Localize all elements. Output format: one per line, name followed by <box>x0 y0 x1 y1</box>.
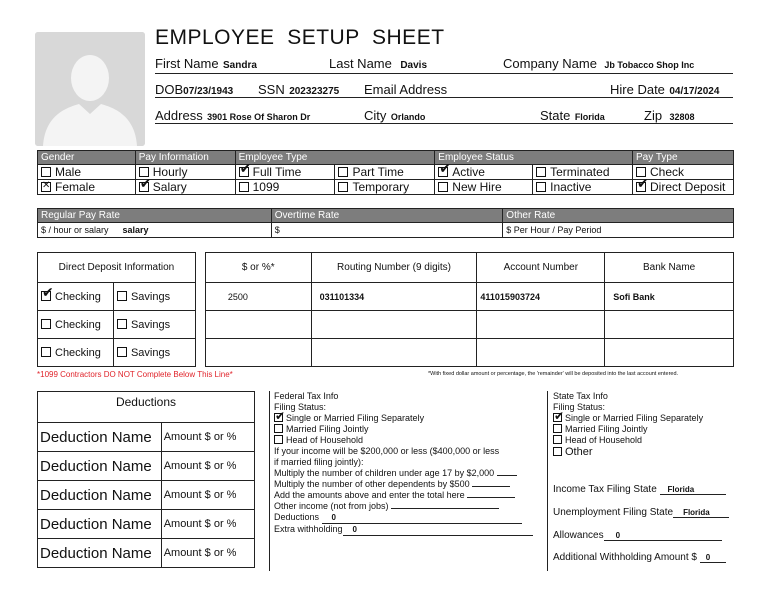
pay-information-header: Pay Information <box>135 151 235 165</box>
option-label: Inactive <box>550 180 592 194</box>
checkbox-state-single[interactable] <box>553 413 562 422</box>
deduction-amount-field[interactable] <box>161 510 254 539</box>
option-label: Temporary <box>352 180 410 194</box>
option-label: Other <box>565 446 593 458</box>
routing-value: 031101334 <box>319 291 365 302</box>
city-label: City <box>364 108 387 123</box>
other-income-label: Other income (not from jobs) <box>274 501 389 511</box>
option-label: Full Time <box>252 165 302 179</box>
state-tax-divider <box>547 391 548 571</box>
dependents-label: Multiply the number of other dependents by $500 <box>274 479 470 489</box>
additional-withholding-label: Additional Withholding Amount $ <box>553 552 697 563</box>
deduction-amount-field[interactable] <box>161 452 254 481</box>
account-field-3[interactable] <box>477 339 605 367</box>
email-label: Email Address <box>364 82 448 97</box>
checkbox-active[interactable] <box>438 167 448 177</box>
unemployment-state-value: Florida <box>673 508 729 518</box>
allowances-label: Allowances <box>553 530 604 541</box>
checking-label: Checking <box>55 346 101 359</box>
option-label: Single or Married Filing Separately <box>286 413 425 423</box>
hire-date-value: 04/17/2024 <box>669 86 720 97</box>
last-name-value: Davis <box>400 60 428 71</box>
option-label: Part Time <box>352 165 404 179</box>
option-female[interactable] <box>38 180 136 195</box>
state-option-other[interactable] <box>553 446 735 458</box>
pay-rates-table <box>37 208 734 238</box>
state-value: Florida <box>574 112 605 122</box>
direct-deposit-table <box>37 252 734 367</box>
account-field-2[interactable] <box>477 311 605 339</box>
routing-field-3[interactable] <box>311 339 477 367</box>
state-tax-section <box>553 391 735 458</box>
regular-pay-rate-sub: $ / hour or salary <box>41 225 109 235</box>
first-name-field[interactable] <box>155 55 257 73</box>
federal-tax-title: Federal Tax Info <box>274 391 339 401</box>
federal-option-married-jointly[interactable] <box>274 424 540 435</box>
option-male[interactable] <box>38 165 136 180</box>
checkbox-federal-married-jointly[interactable] <box>274 424 283 433</box>
checkbox-part-time[interactable] <box>338 167 348 177</box>
income-tax-state-value: Florida <box>660 485 726 495</box>
other-rate-header: Other Rate <box>503 209 734 223</box>
page-title: EMPLOYEE SETUP SHEET <box>155 26 445 49</box>
company-field[interactable] <box>503 55 694 73</box>
deduction-name-label: Deduction Name <box>40 486 152 504</box>
option-label: Terminated <box>550 165 610 179</box>
employee-type-header: Employee Type <box>235 151 435 165</box>
checkbox-new-hire[interactable] <box>438 182 448 192</box>
deduction-amount-label: Amount $ or % <box>163 547 237 559</box>
avatar <box>35 32 145 146</box>
deduction-name-label: Deduction Name <box>40 457 152 475</box>
checkbox-checking-1[interactable] <box>41 291 51 301</box>
checkbox-savings-1[interactable] <box>117 291 127 301</box>
deduction-amount-field[interactable] <box>161 481 254 510</box>
checkbox-1099[interactable] <box>239 182 249 192</box>
checkbox-savings-3[interactable] <box>117 347 127 357</box>
extra-withholding-label: Extra withholding <box>274 524 343 534</box>
dob-field[interactable] <box>155 81 233 99</box>
ssn-value: 202323275 <box>289 86 340 97</box>
spacer <box>195 283 205 311</box>
zip-field[interactable] <box>644 107 695 125</box>
deduction-name-field[interactable] <box>38 452 162 481</box>
savings-label: Savings <box>130 346 171 359</box>
option-terminated[interactable] <box>533 165 633 180</box>
deduction-name-field[interactable] <box>38 423 162 452</box>
overtime-rate-field[interactable] <box>271 223 503 238</box>
savings-option-3[interactable] <box>113 339 195 367</box>
company-value: Jb Tobacco Shop Inc <box>604 60 695 70</box>
spacer <box>195 253 205 283</box>
total-label: Add the amounts above and enter the total here <box>274 490 465 500</box>
state-option-head-of-household[interactable] <box>553 435 735 446</box>
additional-withholding-field[interactable] <box>553 552 726 563</box>
federal-tax-divider <box>269 391 270 571</box>
account-header: Account Number <box>477 253 605 283</box>
overtime-rate-header: Overtime Rate <box>271 209 503 223</box>
federal-option-single[interactable] <box>274 413 540 424</box>
bank-header: Bank Name <box>605 253 734 283</box>
unemployment-state-label: Unemployment Filing State <box>553 507 674 518</box>
dob-value: 07/23/1943 <box>183 86 234 97</box>
last-name-label: Last Name <box>329 56 392 71</box>
option-label: Hourly <box>152 165 188 179</box>
person-silhouette-icon <box>35 32 145 146</box>
deduction-name-field[interactable] <box>38 481 162 510</box>
hire-date-field[interactable] <box>610 81 719 99</box>
option-label: Salary <box>152 180 187 194</box>
city-value: Orlando <box>390 112 426 122</box>
employee-status-header: Employee Status <box>435 151 633 165</box>
allowances-field[interactable] <box>553 530 722 541</box>
zip-label: Zip <box>644 108 663 123</box>
deduction-amount-label: Amount $ or % <box>163 460 237 472</box>
routing-header: Routing Number (9 digits) <box>311 253 477 283</box>
option-label: Direct Deposit <box>650 180 726 194</box>
bank-field-1[interactable] <box>605 283 734 311</box>
checkbox-state-head-of-household[interactable] <box>553 435 562 444</box>
regular-pay-rate-header: Regular Pay Rate <box>38 209 272 223</box>
regular-pay-rate-value: salary <box>122 225 149 235</box>
spacer <box>195 311 205 339</box>
overtime-rate-sub: $ <box>274 225 280 235</box>
last-name-field[interactable] <box>329 55 427 73</box>
amount-field-2[interactable] <box>205 311 311 339</box>
address-value: 3901 Rose Of Sharon Dr <box>207 112 311 122</box>
federal-deductions-label: Deductions <box>274 512 320 522</box>
account-value: 411015903724 <box>480 291 540 302</box>
first-name-value: Sandra <box>223 60 257 71</box>
extra-withholding-value: 0 <box>343 524 533 536</box>
option-1099[interactable] <box>235 180 335 195</box>
first-name-label: First Name <box>155 56 219 71</box>
option-label: Female <box>55 180 96 194</box>
regular-pay-rate-field[interactable] <box>38 223 272 238</box>
checkbox-state-other[interactable] <box>553 447 562 456</box>
pay-type-header: Pay Type <box>633 151 734 165</box>
deduction-name-label: Deduction Name <box>40 544 152 562</box>
checking-option-2[interactable] <box>38 311 114 339</box>
checkbox-checking-3[interactable] <box>41 347 51 357</box>
amount-value: 2500 <box>227 291 248 302</box>
state-option-married-jointly[interactable] <box>553 424 735 435</box>
account-field-1[interactable] <box>477 283 605 311</box>
federal-deductions-field[interactable] <box>274 512 540 524</box>
address-field[interactable] <box>155 107 310 125</box>
deduction-amount-field[interactable] <box>161 423 254 452</box>
savings-option-2[interactable] <box>113 311 195 339</box>
children-field[interactable] <box>274 468 540 479</box>
option-label: Married Filing Jointly <box>565 424 648 434</box>
other-income-field[interactable] <box>274 501 540 512</box>
checkbox-checking-2[interactable] <box>41 319 51 329</box>
checking-option-1[interactable] <box>38 283 114 311</box>
checking-option-3[interactable] <box>38 339 114 367</box>
option-label: Active <box>452 165 485 179</box>
contractor-warning: *1099 Contractors DO NOT Complete Below This Line* <box>37 370 233 379</box>
bank-field-3[interactable] <box>605 339 734 367</box>
email-field[interactable] <box>364 81 447 99</box>
employee-info-grid <box>37 150 734 195</box>
deduction-amount-label: Amount $ or % <box>163 431 237 443</box>
state-label: State <box>540 108 571 123</box>
option-label: Single or Married Filing Separately <box>565 413 704 423</box>
amount-field-1[interactable] <box>205 283 311 311</box>
hire-date-label: Hire Date <box>610 82 665 97</box>
checkbox-direct-deposit[interactable] <box>636 182 646 192</box>
income-tax-state-field[interactable] <box>553 484 726 495</box>
option-label: 1099 <box>252 180 280 194</box>
option-label: New Hire <box>452 180 502 194</box>
state-field[interactable] <box>540 107 605 125</box>
additional-withholding-value: 0 <box>700 553 726 563</box>
zip-value: 32808 <box>669 112 695 122</box>
other-rate-sub: $ Per Hour / Pay Period <box>506 225 602 235</box>
income-tax-state-label: Income Tax Filing State <box>553 484 657 495</box>
extra-withholding-field[interactable] <box>274 524 540 536</box>
option-label: Head of Household <box>565 435 643 445</box>
dependents-field[interactable] <box>274 479 540 490</box>
deduction-name-field[interactable] <box>38 539 162 568</box>
option-label: Male <box>55 165 82 179</box>
checkbox-temporary[interactable] <box>338 182 348 192</box>
checkbox-salary[interactable] <box>139 182 149 192</box>
deduction-amount-label: Amount $ or % <box>163 518 237 530</box>
checkbox-federal-single[interactable] <box>274 413 283 422</box>
option-label: Check <box>650 165 685 179</box>
routing-field-1[interactable] <box>311 283 477 311</box>
deductions-title: Deductions <box>38 392 255 423</box>
deduction-amount-label: Amount $ or % <box>163 489 237 501</box>
deductions-table <box>37 391 255 568</box>
federal-filing-status: Filing Status: <box>274 402 327 412</box>
income-line-1: If your income will be $200,000 or less ($400,000 or less <box>274 446 500 456</box>
savings-option-1[interactable] <box>113 283 195 311</box>
checkbox-female[interactable] <box>41 182 51 192</box>
checkbox-inactive[interactable] <box>536 182 546 192</box>
bank-field-2[interactable] <box>605 311 734 339</box>
checkbox-savings-2[interactable] <box>117 319 127 329</box>
savings-label: Savings <box>130 318 171 331</box>
city-field[interactable] <box>364 107 425 125</box>
state-tax-title: State Tax Info <box>553 391 608 401</box>
option-inactive[interactable] <box>533 180 633 195</box>
option-salary[interactable] <box>135 180 235 195</box>
dob-label: DOB <box>155 82 184 97</box>
ssn-field[interactable] <box>258 81 339 99</box>
checkbox-terminated[interactable] <box>536 167 546 177</box>
amount-field-3[interactable] <box>205 339 311 367</box>
direct-deposit-header: Direct Deposit Information <box>38 253 196 283</box>
company-label: Company Name <box>503 56 597 71</box>
routing-field-2[interactable] <box>311 311 477 339</box>
deduction-name-field[interactable] <box>38 510 162 539</box>
unemployment-state-field[interactable] <box>553 507 729 518</box>
state-option-single[interactable] <box>553 413 735 424</box>
deduction-amount-field[interactable] <box>161 539 254 568</box>
option-label: Married Filing Jointly <box>286 424 369 434</box>
deduction-name-label: Deduction Name <box>40 428 152 446</box>
spacer <box>195 339 205 367</box>
federal-deductions-value: 0 <box>322 512 522 524</box>
checkbox-federal-head-of-household[interactable] <box>274 435 283 444</box>
checking-label: Checking <box>55 318 101 331</box>
other-rate-field[interactable] <box>503 223 734 238</box>
option-new-hire[interactable] <box>435 180 533 195</box>
checkbox-state-married-jointly[interactable] <box>553 424 562 433</box>
option-direct-deposit[interactable] <box>633 180 734 195</box>
checkbox-male[interactable] <box>41 167 51 177</box>
deduction-name-label: Deduction Name <box>40 515 152 533</box>
children-label: Multiply the number of children under age 17 by $2,000 <box>274 468 495 478</box>
ssn-label: SSN <box>258 82 285 97</box>
option-temporary[interactable] <box>335 180 435 195</box>
savings-label: Savings <box>130 290 171 303</box>
allowances-value: 0 <box>604 531 722 541</box>
checking-label: Checking <box>55 290 101 303</box>
deposit-footnote: *With fixed dollar amount or percentage, the 'remainder' will be deposited into the last account entered. <box>428 371 679 377</box>
total-field[interactable] <box>274 490 540 501</box>
checkbox-full-time[interactable] <box>239 167 249 177</box>
option-active[interactable] <box>435 165 533 180</box>
amount-header: $ or %* <box>205 253 311 283</box>
option-label: Head of Household <box>286 435 364 445</box>
income-line-2: if married filing jointly): <box>274 457 364 467</box>
federal-option-head-of-household[interactable] <box>274 435 540 446</box>
bank-value: Sofi Bank <box>613 291 655 302</box>
address-label: Address <box>155 108 203 123</box>
option-part-time[interactable] <box>335 165 435 180</box>
federal-tax-section <box>274 391 540 536</box>
state-filing-status: Filing Status: <box>553 402 606 412</box>
gender-header: Gender <box>38 151 136 165</box>
option-full-time[interactable] <box>235 165 335 180</box>
